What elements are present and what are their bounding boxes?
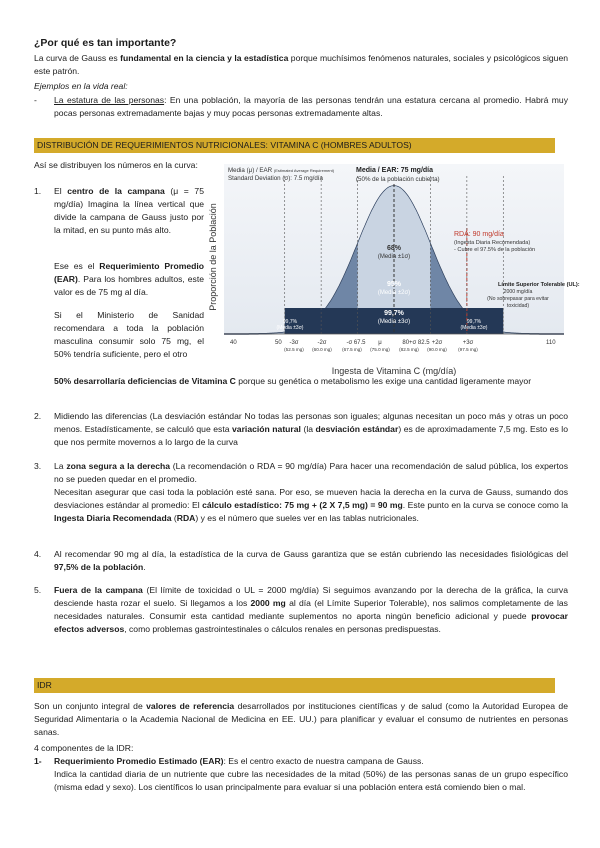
mean-title: Media / EAR: 75 mg/día — [356, 167, 434, 174]
tick-p1-value: (82.5 mg) — [399, 347, 419, 352]
ul-sub3: toxicidad) — [506, 303, 530, 309]
tick-mu-value: (75.0 mg) — [370, 347, 390, 352]
tick-p2: +2σ — [431, 340, 443, 346]
tick-m1-value: (67.5 mg) — [342, 347, 362, 352]
tick-m3: -3σ — [289, 340, 299, 346]
ul-title: Límite Superior Tolerable (UL): — [498, 282, 580, 288]
band-95-sub: (Media ±2σ) — [377, 290, 411, 296]
legend-sd: Standard Deviation (σ): 7.5 mg/día — [228, 175, 323, 182]
tick-m2: -2σ — [317, 340, 327, 346]
right-tail-label: 99,7% (Media ±3σ) — [460, 319, 488, 331]
band-68-label: 68% — [386, 245, 402, 252]
examples-label: Ejemplos en la vida real: — [34, 81, 128, 91]
y-axis-label: Proporción de la Población — [208, 203, 218, 311]
idr-count: 4 componentes de la IDR: — [34, 743, 134, 753]
legend-mean: Media (μ) / EAR (Estimated Average Requirement) — [228, 167, 335, 174]
ul-sub2: (No sobrepasar para evitar — [487, 296, 549, 302]
lead-text: Así se distribuyen los números en la curva: — [34, 160, 198, 170]
band-997-label: 99,7% — [384, 310, 404, 317]
tick-p3: +3σ — [462, 340, 474, 346]
rda-sub1: (Ingesta Diaria Recomendada) — [454, 240, 531, 246]
rda-sub2: - Cubre el 97.5% de la población — [454, 247, 536, 253]
tick-m3-value: (52.5 mg) — [284, 347, 304, 352]
tick-50: 50 — [275, 340, 282, 346]
tick-p3-value: (97.5 mg) — [458, 347, 478, 352]
tick-m2-value: (60.0 mg) — [312, 347, 332, 352]
band-95-label: 95% — [386, 281, 402, 288]
band-68-sub: (Media ±1σ) — [377, 254, 411, 260]
idr-paragraph: Son un conjunto integral de valores de referencia desarrollados por instituciones científicas y de salud (como la Autoridad Europea de Seguridad Alimentaria o la Academia Nacional de Medicina en EE. UU.) para planificar y evaluar el consumo de nutrientes en personas sanas. — [34, 701, 568, 737]
band-997-sub: (Media ±3σ) — [377, 319, 411, 325]
tick-p2-value: (90.0 mg) — [427, 347, 447, 352]
x-axis-label: Ingesta de Vitamina C (mg/día) — [331, 366, 457, 376]
tick-mu: μ — [378, 340, 382, 346]
tick-40: 40 — [230, 340, 237, 346]
section-bar-vitamin-c: DISTRIBUCIÓN DE REQUERIMIENTOS NUTRICIONALES: VITAMINA C (HOMBRES ADULTOS) — [34, 138, 555, 153]
ul-sub1: 2000 mg/día — [503, 289, 533, 295]
mean-subtitle: (50% de la población cubierta) — [356, 176, 440, 183]
list-item-1-continuation: 50% desarrollaría deficiencias de Vitamina C porque su genética o metabolismo les exige una cantidad ligeramente mayor — [54, 376, 532, 386]
tick-m1: -σ 67.5 — [346, 340, 366, 346]
left-tail-label: 99,7% (Media ±3σ) — [276, 319, 304, 331]
tick-110: 110 — [546, 340, 556, 346]
section-bar-idr: IDR — [34, 678, 555, 693]
document-page: ¿Por qué es tan importante? La curva de Gauss es fundamental en la ciencia y la estadística porque muchísimos fenómenos naturales, sociales y psicológicos siguen este patrón. Ejemplos en la vida real: - La estatura de las personas: En una población, la mayoría de las personas tendrán una estatura cercana al promedio. Habrá muy pocas personas extremadamente bajas y muy pocas personas extremadamente altas. DISTRIBUCIÓN DE REQUERIMIENTOS NUTRICIONALES: VITAMINA C (HOMBRES ADULTOS) Así se distribuyen los números en la curva: 1. El centro de la campana (μ = 75 mg/día) Imagina la línea vertical que divide la campana de Gauss justo por la mitad, en su punto más alto. Ese es el Requerimiento Promedio (EAR). Para los hombres adultos, este valor es de 75 mg al día. Si el Ministerio de Sanidad recomendara a toda la población masculina consumir solo 75 mg, el 50% tendría suficiente, pero el otro 50% desarrollaría deficiencias de Vitamina C porque su genética o metabolismo les exige una cantidad ligeramente mayor Proporción de la Población Ingesta de Vitamina C (mg/día) Media (μ) / EAR (Estimated Average Requirement) Standard Deviation (σ): 7.5 mg/día Media / EAR: 75 mg/día (50% de la población cubierta) RDA: 90 mg/día (Ingesta Diaria Recomendada) - Cubre el 97.5% de la población Límite Superior Tolerable (UL): 2000 mg/día (No sobrepasar para evitar toxicidad) 68% (Media ±1σ) 95% (Media ±2σ) 99,7% (Media ±3σ) 99,7% (Media ±3σ) 99,7% (Media ±3σ) 40 50 -3σ (52.5 mg) -2σ (60.0 mg) -σ 67.5 (67.5 mg) μ (75.0 mg) 80+σ 82.5 (82.5 mg) +2σ (90.0 mg) +3σ (97.5 mg) 110 2. Midiendo las diferencias (La desviación estándar No todas las personas son iguales; algunas necesitan un poco más y otras un poco menos. Estadísticamente, se calculó que esta variación natural (la desviación estándar) es de aproximadamente 7,5 mg. Esto es lo que nos permite movernos a lo largo de la curva 3. La zona segura a la derecha (La recomendación o RDA = 90 mg/día) Para hacer una recomendación de salud pública, los expertos no se pueden quedar en el promedio. Necesitan asegurar que casi toda la población esté sana. Por eso, se mueven hacia la derecha en la curva de Gauss, sumando dos desviaciones estándar al promedio: El cálculo estadístico: 75 mg + (2 X 7,5 mg) = 90 mg. Este punto en la curva se conoce como la Ingesta Diaria Recomendada (RDA) y es el número que sueles ver en las tablas nutricionales. 4. Al recomendar 90 mg al día, la estadística de la curva de Gauss garantiza que se están cubriendo las necesidades fisiológicas del 97,5% de la población. 5. Fuera de la campana (El límite de toxicidad o UL = 2000 mg/día) Si seguimos avanzando por la derecha de la gráfica, la curva desciende hasta rozar el suelo. Si llegamos a los 2000 mg al día (el Límite Superior Tolerable), nos salimos completamente de las necesidades naturales. Consumir esta cantidad mediante suplementos no aporta ningún beneficio adicional y puede provocar efectos adversos, como problemas gastrointestinales o cálculos renales en personas predispuestas. IDR Son un conjunto integral de valores de referencia desarrollados por instituciones científicas y de salud (como la Autoridad Europea de Seguridad Alimentaria o la Academia Nacional de Medicina en EE. UU.) para planificar y evaluar el consumo de nutrientes en personas sanas. 4 componentes de la IDR: 1- Requerimiento Promedio Estimado (EAR): Es el centro exacto de nuestra campana de Gauss. Indica la cantidad diaria de un nutriente que cubre las necesidades de la mitad (50%) de las personas sanas de un grupo específico (misma edad y sexo). Los científicos lo usan principalmente para evaluar si una población entera está comiendo bien o mal. — [34, 37, 580, 792]
tick-p1: 80+σ 82.5 — [402, 340, 430, 346]
vitamin-c-gauss-chart — [206, 158, 580, 378]
section-heading: ¿Por qué es tan importante? — [34, 37, 177, 49]
x-tick-labels — [230, 340, 556, 352]
intro-paragraph: La curva de Gauss es fundamental en la ciencia y la estadística porque muchísimos fenómenos naturales, sociales y psicológicos siguen este patrón. — [34, 53, 569, 76]
rda-title: RDA: 90 mg/día — [454, 231, 504, 238]
